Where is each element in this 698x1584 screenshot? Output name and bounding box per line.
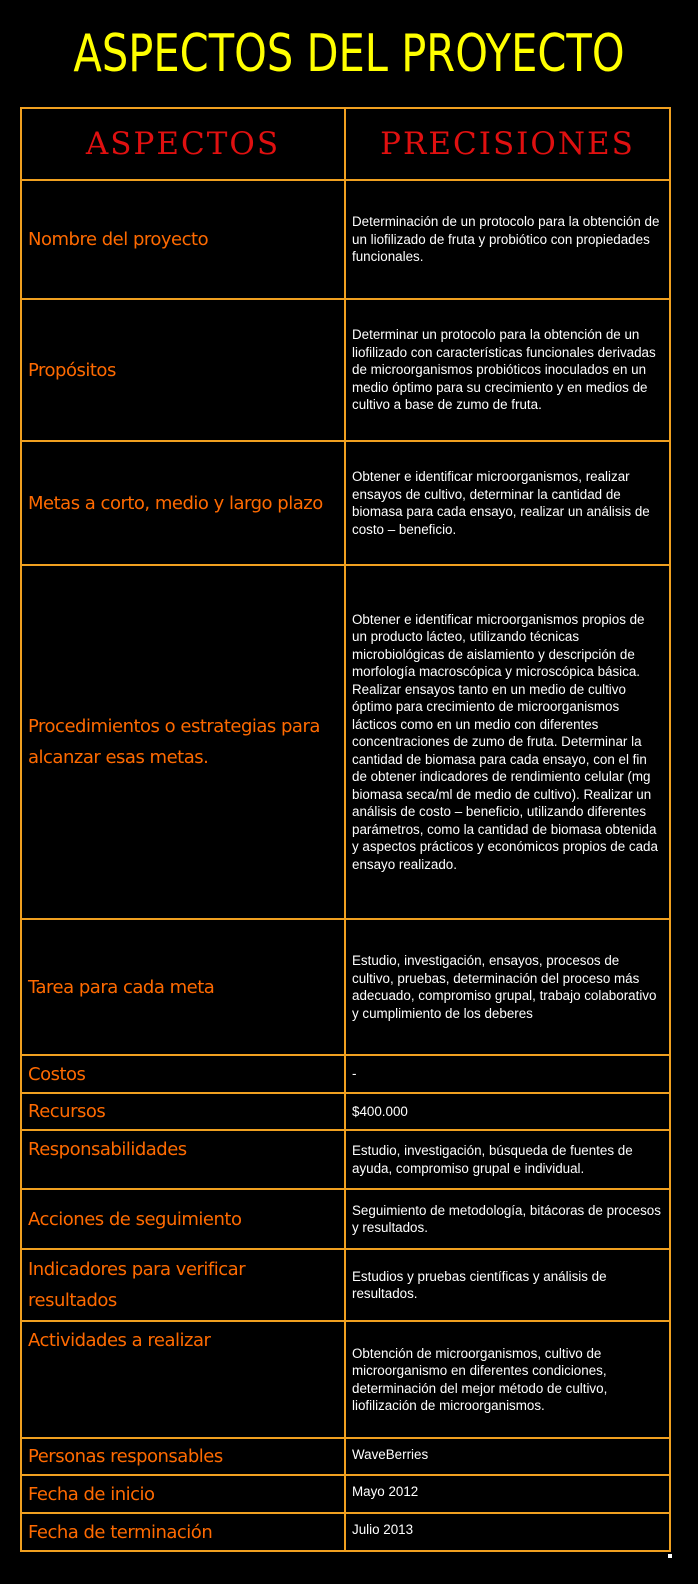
header-aspects: ASPECTOS <box>21 108 345 180</box>
table-row <box>21 1475 670 1513</box>
precision-cell: Estudio, investigación, búsqueda de fuentes de ayuda, compromiso grupal e individual. <box>345 1130 670 1189</box>
aspect-cell: Indicadores para verificar resultados <box>21 1249 345 1321</box>
table-row <box>21 441 670 565</box>
table-row <box>21 299 670 441</box>
precision-cell: - <box>345 1055 670 1093</box>
aspect-cell: Tarea para cada meta <box>21 919 345 1055</box>
table-row <box>21 1093 670 1130</box>
corner-dot <box>668 1554 672 1558</box>
aspect-cell: Costos <box>21 1055 345 1093</box>
precision-cell: Obtener e identificar microorganismos propios de un producto lácteo, utilizando técnicas microbiológicas de aislamiento y descripción de morfología macroscópica y microscópica básica. Realizar ensayos tanto en un medio de cultivo óptimo para crecimiento de microorganismos lácticos como en un medio con diferentes concentraciones de zumo de fruta. Determinar la cantidad de biomasa para cada ensayo, con el fin de obtener indicadores de rendimiento celular (mg biomasa seca/ml de medio de cultivo). Realizar un análisis de costo – beneficio, utilizando diferentes parámetros, como la cantidad de biomasa obtenida y aspectos prácticos y económicos propios de cada ensayo realizado. <box>345 565 670 919</box>
aspect-cell: Personas responsables <box>21 1438 345 1475</box>
precision-cell: Determinación de un protocolo para la obtención de un liofilizado de fruta y probiótico con propiedades funcionales. <box>345 180 670 299</box>
precision-cell: Obtener e identificar microorganismos, realizar ensayos de cultivo, determinar la cantidad de biomasa para cada ensayo, realizar un análisis de costo – beneficio. <box>345 441 670 565</box>
aspect-cell: Metas a corto, medio y largo plazo <box>21 441 345 565</box>
table-row <box>21 1513 670 1551</box>
precision-cell: Determinar un protocolo para la obtención de un liofilizado con características funcionales derivadas de microorganismos probióticos inoculados en un medio óptimo para su crecimiento y en medios de cultivo a base de zumo de fruta. <box>345 299 670 441</box>
page-title: ASPECTOS DEL PROYECTO <box>73 24 625 84</box>
aspect-cell: Recursos <box>21 1093 345 1130</box>
table-header-row <box>21 108 670 180</box>
precision-cell: Estudios y pruebas científicas y análisis de resultados. <box>345 1249 670 1321</box>
table-row <box>21 1438 670 1475</box>
table-row <box>21 1249 670 1321</box>
table-row <box>21 565 670 919</box>
table-row <box>21 180 670 299</box>
aspect-cell: Actividades a realizar <box>21 1321 345 1438</box>
table-row <box>21 1130 670 1189</box>
precision-cell: WaveBerries <box>345 1438 670 1475</box>
precision-cell: Obtención de microorganismos, cultivo de microorganismo en diferentes condiciones, determinación del mejor método de cultivo, liofilización de microorganismos. <box>345 1321 670 1438</box>
aspect-cell: Responsabilidades <box>21 1130 345 1189</box>
header-precisions: PRECISIONES <box>345 108 670 180</box>
precision-cell: Estudio, investigación, ensayos, procesos de cultivo, pruebas, determinación del proceso más adecuado, compromiso grupal, trabajo colaborativo y cumplimiento de los deberes <box>345 919 670 1055</box>
aspect-cell: Nombre del proyecto <box>21 180 345 299</box>
precision-cell: Seguimiento de metodología, bitácoras de procesos y resultados. <box>345 1189 670 1249</box>
aspect-cell: Fecha de inicio <box>21 1475 345 1513</box>
project-aspects-table <box>20 107 671 1552</box>
aspect-cell: Procedimientos o estrategias para alcanzar esas metas. <box>21 565 345 919</box>
table-row <box>21 1321 670 1438</box>
table-row <box>21 919 670 1055</box>
aspect-cell: Propósitos <box>21 299 345 441</box>
aspect-cell: Fecha de terminación <box>21 1513 345 1551</box>
precision-cell: Mayo 2012 <box>345 1475 670 1513</box>
table-row <box>21 1189 670 1249</box>
precision-cell: $400.000 <box>345 1093 670 1130</box>
precision-cell: Julio 2013 <box>345 1513 670 1551</box>
aspect-cell: Acciones de seguimiento <box>21 1189 345 1249</box>
table-row <box>21 1055 670 1093</box>
